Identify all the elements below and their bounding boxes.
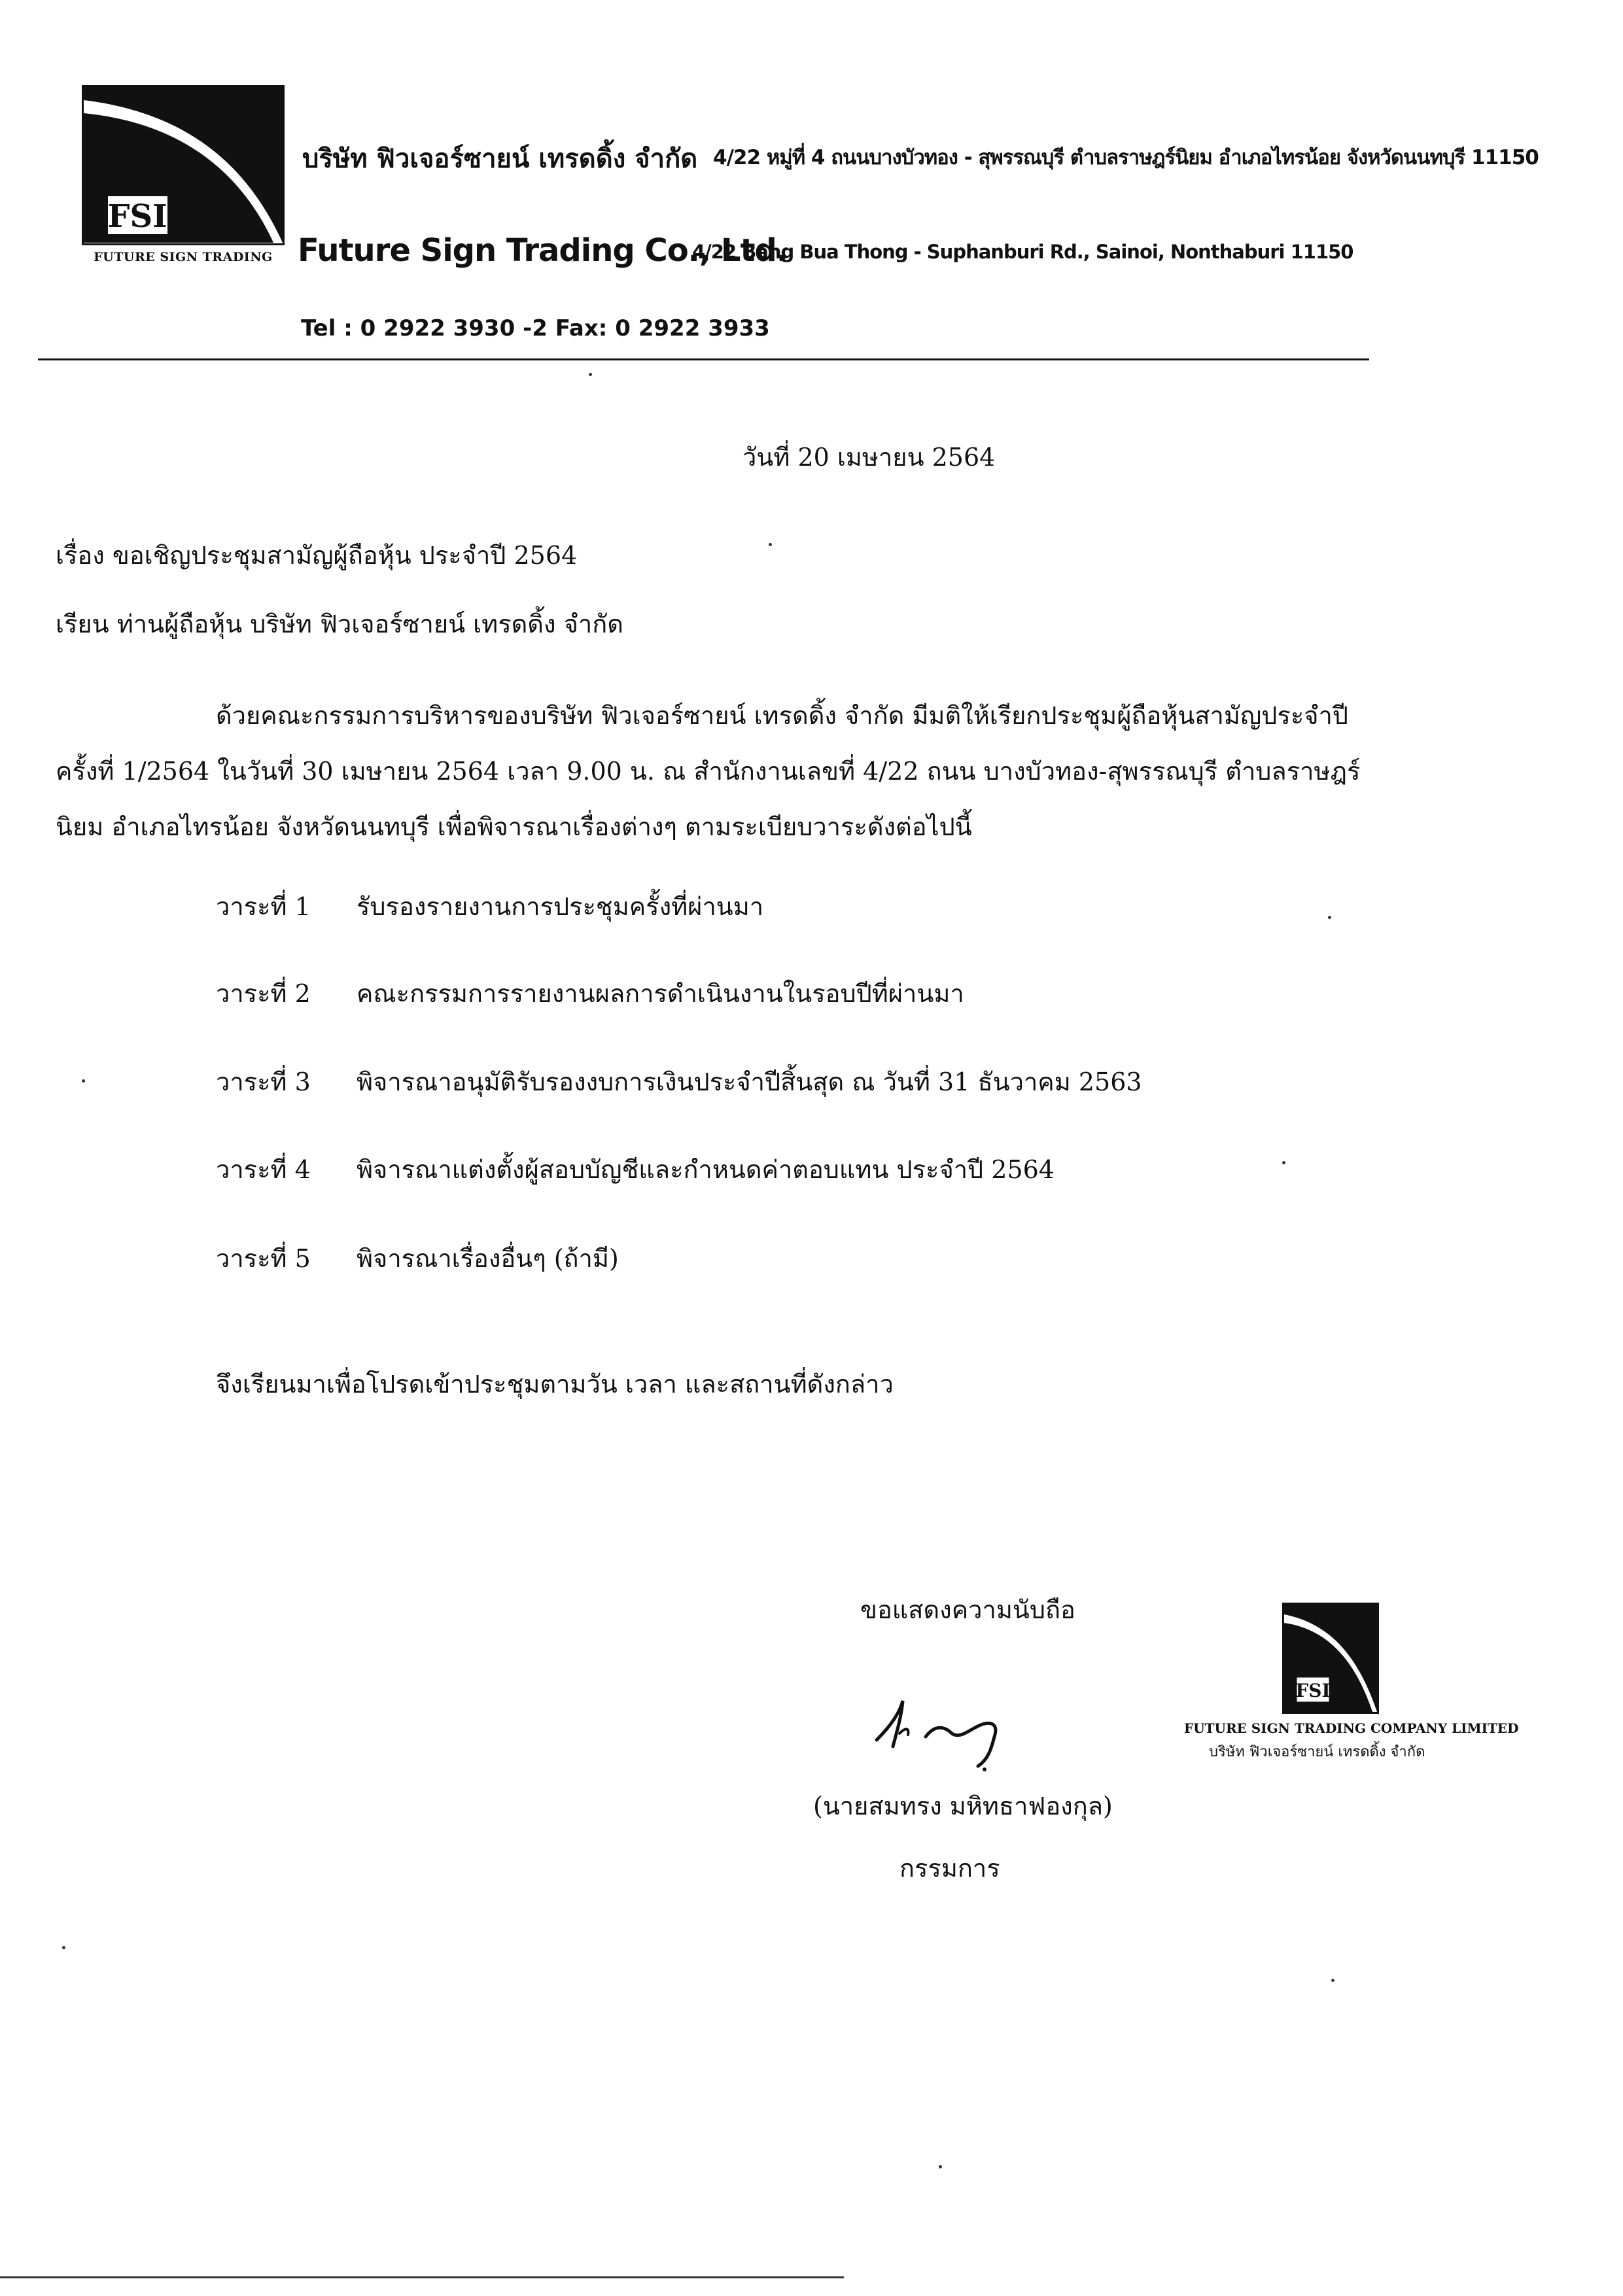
company-logo	[82, 85, 285, 267]
agenda-item-3	[216, 1062, 1142, 1102]
paragraph-line-2: ครั้งที่ 1/2564 ในวันที่ 30 เมษายน 2564 เวลา 9.00 น. ณ สำนักงานเลขที่ 4/22 ถนน บางบัวทอง-สุพรรณบุรี ตำบลราษฎร์	[56, 757, 1361, 786]
closing-sentence: จึงเรียนมาเพื่อโปรดเข้าประชุมตามวัน เวลา และสถานที่ดังกล่าว	[216, 1370, 894, 1399]
letter-date: วันที่ 20 เมษายน 2564	[742, 443, 996, 472]
company-address-en: 4/22 Bang Bua Thong - Suphanburi Rd., Sainoi, Nonthaburi 11150	[692, 241, 1353, 263]
seal-company-th: บริษัท ฟิวเจอร์ซายน์ เทรดดิ้ง จำกัด	[1209, 1744, 1425, 1760]
signer-name: (นายสมทรง มหิทธาฟองกุล)	[813, 1792, 1113, 1820]
agenda-text: พิจารณาเรื่องอื่นๆ (ถ้ามี)	[357, 1244, 619, 1273]
scan-speck	[589, 373, 592, 376]
agenda-item-2	[216, 973, 964, 1013]
scan-speck	[62, 1946, 65, 1949]
scan-speck	[769, 543, 772, 546]
company-name-th: บริษัท ฟิวเจอร์ซายน์ เทรดดิ้ง จำกัด	[302, 144, 698, 174]
company-seal	[1282, 1603, 1379, 1714]
agenda-number: วาระที่ 2	[216, 979, 311, 1008]
agenda-text: พิจารณาอนุมัติรับรองงบการเงินประจำปีสิ้นสุด ณ วันที่ 31 ธันวาคม 2563	[357, 1068, 1142, 1096]
agenda-text: พิจารณาแต่งตั้งผู้สอบบัญชีและกำหนดค่าตอบแทน ประจำปี 2564	[357, 1155, 1055, 1184]
logo-graphic	[84, 87, 283, 243]
handwritten-signature	[864, 1688, 1034, 1773]
agenda-number: วาระที่ 3	[216, 1068, 311, 1096]
seal-graphic	[1284, 1605, 1377, 1712]
paragraph-line-1: ด้วยคณะกรรมการบริหารของบริษัท ฟิวเจอร์ซายน์ เทรดดิ้ง จำกัด มีมติให้เรียกประชุมผู้ถือหุ้นสามัญประจำปี	[216, 701, 1348, 730]
paragraph-line-3: นิยม อำเภอไทรน้อย จังหวัดนนทบุรี เพื่อพิจารณาเรื่องต่างๆ ตามระเบียบวาระดังต่อไปนี้	[56, 812, 972, 841]
company-address-th: 4/22 หมู่ที่ 4 ถนนบางบัวทอง - สุพรรณบุรี ตำบลราษฎร์นิยม อำเภอไทรน้อย จังหวัดนนทบุรี 11150	[713, 146, 1539, 169]
footer-divider	[0, 2276, 844, 2278]
agenda-text: รับรองรายงานการประชุมครั้งที่ผ่านมา	[357, 892, 764, 921]
agenda-number: วาระที่ 4	[216, 1155, 311, 1184]
letter-subject: เรื่อง ขอเชิญประชุมสามัญผู้ถือหุ้น ประจำปี 2564	[56, 541, 578, 570]
scan-speck	[82, 1079, 85, 1083]
letterhead-divider	[38, 358, 1369, 360]
scan-speck	[939, 2165, 942, 2168]
agenda-text: คณะกรรมการรายงานผลการดำเนินงานในรอบปีที่ผ่านมา	[357, 979, 964, 1008]
regards-text: ขอแสดงความนับถือ	[860, 1595, 1075, 1624]
agenda-item-1	[216, 886, 763, 926]
logo-mark-text: FSI	[107, 198, 167, 235]
scan-speck	[1282, 1161, 1285, 1164]
agenda-item-4	[216, 1149, 1055, 1189]
logo-caption: FUTURE SIGN TRADING	[82, 243, 285, 267]
scan-speck	[1331, 1979, 1335, 1982]
seal-company-en: FUTURE SIGN TRADING COMPANY LIMITED	[1184, 1720, 1519, 1736]
company-name-en: Future Sign Trading Co., Ltd.	[298, 232, 788, 269]
letter-recipient: เรียน ท่านผู้ถือหุ้น บริษัท ฟิวเจอร์ซายน์ เทรดดิ้ง จำกัด	[56, 610, 623, 638]
agenda-number: วาระที่ 1	[216, 892, 311, 921]
signer-position: กรรมการ	[899, 1854, 1000, 1883]
seal-mark-text: FSI	[1295, 1680, 1331, 1701]
agenda-item-5	[216, 1238, 619, 1278]
company-phone-fax: Tel : 0 2922 3930 -2 Fax: 0 2922 3933	[301, 315, 770, 341]
scan-speck	[1328, 916, 1331, 919]
agenda-number: วาระที่ 5	[216, 1244, 311, 1273]
